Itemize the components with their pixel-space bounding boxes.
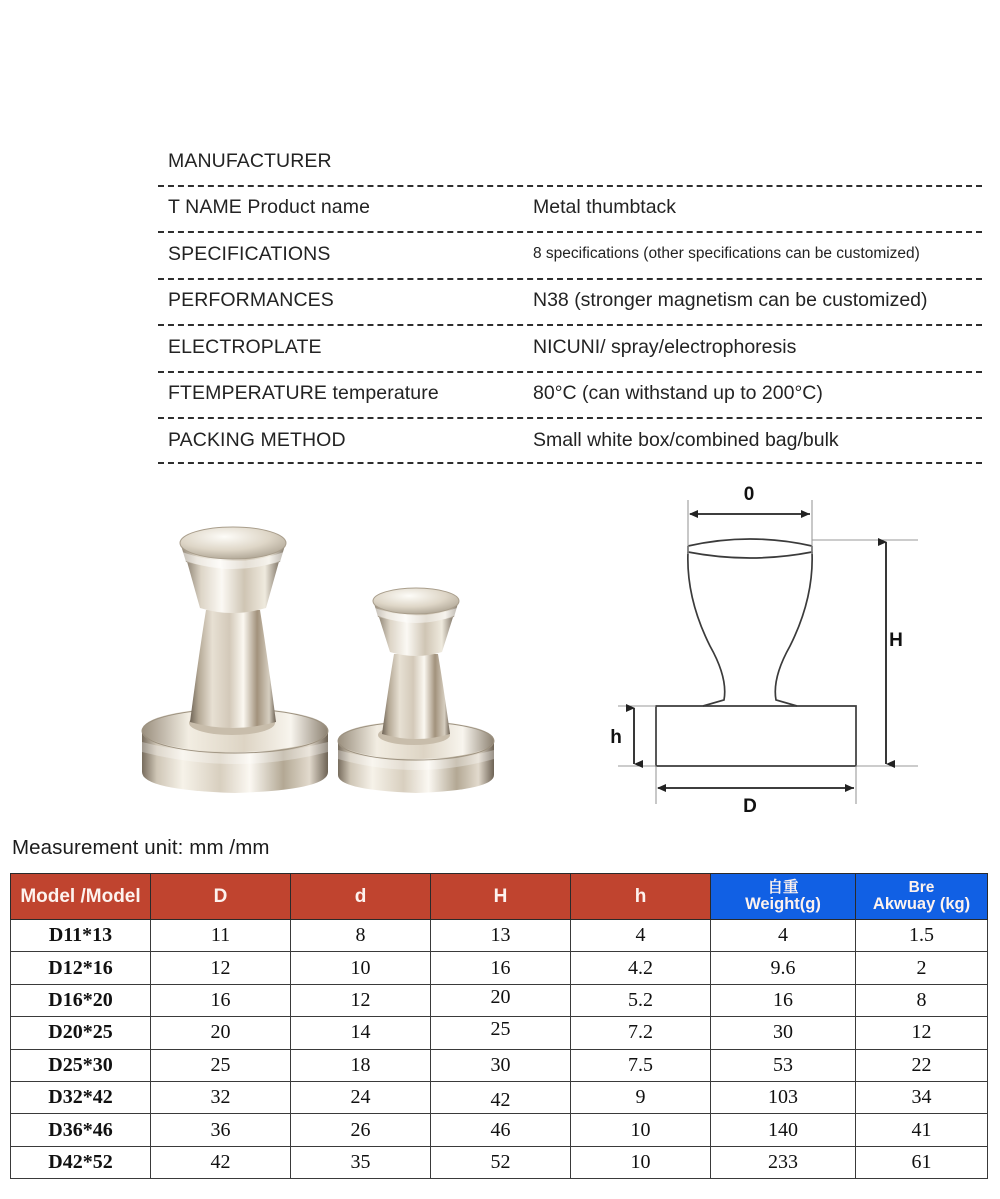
table-cell-akwuay: 1.5 bbox=[856, 920, 988, 952]
spec-value: Small white box/combined bag/bulk bbox=[533, 428, 839, 451]
spec-row-divider bbox=[158, 417, 982, 419]
table-cell-h: 9 bbox=[571, 1081, 711, 1113]
table-header-cell: h bbox=[571, 874, 711, 920]
table-header-cell: H bbox=[431, 874, 571, 920]
table-cell-weight: 30 bbox=[711, 1017, 856, 1049]
table-cell-akwuay: 22 bbox=[856, 1049, 988, 1081]
table-cell-h: 5.2 bbox=[571, 984, 711, 1016]
table-cell-d: 12 bbox=[291, 984, 431, 1016]
table-row bbox=[11, 984, 988, 1016]
table-row bbox=[11, 1114, 988, 1146]
table-cell-D: 12 bbox=[151, 952, 291, 984]
spec-label: PERFORMANCES bbox=[168, 289, 334, 312]
table-cell-model: D36*46 bbox=[11, 1114, 151, 1146]
table-header-cell bbox=[711, 874, 856, 920]
table-header-cell bbox=[856, 874, 988, 920]
table-cell-D: 36 bbox=[151, 1114, 291, 1146]
table-cell-weight: 16 bbox=[711, 984, 856, 1016]
measurement-unit-caption: Measurement unit: mm /mm bbox=[12, 836, 270, 859]
spec-value: NICUNI/ spray/electrophoresis bbox=[533, 335, 797, 358]
table-cell-H: 46 bbox=[431, 1114, 571, 1146]
table-cell-h: 4 bbox=[571, 920, 711, 952]
spec-label: PACKING METHOD bbox=[168, 428, 346, 451]
table-cell-weight: 233 bbox=[711, 1146, 856, 1178]
table-cell-h: 10 bbox=[571, 1146, 711, 1178]
table-header-row bbox=[11, 874, 988, 920]
table-cell-H: 16 bbox=[431, 952, 571, 984]
table-cell-model: D20*25 bbox=[11, 1017, 151, 1049]
table-cell-H: 30 bbox=[431, 1049, 571, 1081]
table-cell-akwuay: 61 bbox=[856, 1146, 988, 1178]
spec-row bbox=[158, 417, 982, 464]
media-area bbox=[0, 478, 1000, 818]
table-cell-model: D42*52 bbox=[11, 1146, 151, 1178]
table-cell-D: 11 bbox=[151, 920, 291, 952]
table-cell-d: 35 bbox=[291, 1146, 431, 1178]
spec-row-divider bbox=[158, 324, 982, 326]
spec-value: N38 (stronger magnetism can be customized) bbox=[533, 289, 928, 312]
spec-value: 8 specifications (other specifications can be customized) bbox=[533, 245, 920, 263]
drawing-label-top: 0 bbox=[743, 484, 755, 505]
table-cell-akwuay: 41 bbox=[856, 1114, 988, 1146]
drawing-label-base-height: h bbox=[610, 727, 622, 748]
table-cell-H: 13 bbox=[431, 920, 571, 952]
table-cell-h: 4.2 bbox=[571, 952, 711, 984]
table-row bbox=[11, 1081, 988, 1113]
table-cell-akwuay: 2 bbox=[856, 952, 988, 984]
spec-label: FTEMPERATURE temperature bbox=[168, 382, 439, 405]
table-cell-model: D16*20 bbox=[11, 984, 151, 1016]
spec-row-divider bbox=[158, 371, 982, 373]
table-header-en: Akwuay (kg) bbox=[872, 894, 971, 913]
table-header-cn: 自重 bbox=[767, 878, 799, 896]
table-cell-d: 18 bbox=[291, 1049, 431, 1081]
table-header-cell: Model /Model bbox=[11, 874, 151, 920]
table-cell-D: 16 bbox=[151, 984, 291, 1016]
drawing-label-base-width: D bbox=[743, 796, 757, 817]
table-cell-H: 42 bbox=[431, 1084, 571, 1116]
table-cell-D: 42 bbox=[151, 1146, 291, 1178]
spec-row bbox=[158, 231, 982, 278]
table-cell-model: D25*30 bbox=[11, 1049, 151, 1081]
table-cell-h: 10 bbox=[571, 1114, 711, 1146]
table-header-cell: D bbox=[151, 874, 291, 920]
spec-value: 80°C (can withstand up to 200°C) bbox=[533, 382, 823, 405]
spec-label: ELECTROPLATE bbox=[168, 335, 322, 358]
table-cell-h: 7.5 bbox=[571, 1049, 711, 1081]
table-cell-d: 24 bbox=[291, 1081, 431, 1113]
table-cell-weight: 4 bbox=[711, 920, 856, 952]
table-cell-H: 52 bbox=[431, 1146, 571, 1178]
spec-row bbox=[158, 185, 982, 232]
spec-row bbox=[158, 324, 982, 371]
spec-label: MANUFACTURER bbox=[168, 149, 332, 172]
spec-row bbox=[158, 371, 982, 418]
table-cell-model: D32*42 bbox=[11, 1081, 151, 1113]
table-header-cell: d bbox=[291, 874, 431, 920]
spec-row-divider bbox=[158, 231, 982, 233]
specification-table bbox=[158, 138, 982, 464]
table-row bbox=[11, 952, 988, 984]
technical-dimension-drawing bbox=[600, 478, 1000, 818]
table-body bbox=[11, 920, 988, 1179]
table-cell-d: 10 bbox=[291, 952, 431, 984]
table-cell-h: 7.2 bbox=[571, 1017, 711, 1049]
table-cell-akwuay: 8 bbox=[856, 984, 988, 1016]
spec-row bbox=[158, 138, 982, 185]
spec-value: Metal thumbtack bbox=[533, 196, 677, 219]
drawing-label-height: H bbox=[889, 630, 903, 651]
table-cell-D: 20 bbox=[151, 1017, 291, 1049]
table-cell-weight: 53 bbox=[711, 1049, 856, 1081]
spec-row bbox=[158, 278, 982, 325]
table-cell-d: 8 bbox=[291, 920, 431, 952]
product-photo bbox=[120, 490, 540, 808]
table-cell-model: D12*16 bbox=[11, 952, 151, 984]
table-row bbox=[11, 1017, 988, 1049]
table-cell-d: 14 bbox=[291, 1017, 431, 1049]
table-cell-D: 25 bbox=[151, 1049, 291, 1081]
table-cell-H: 20 bbox=[431, 981, 571, 1013]
table-cell-weight: 9.6 bbox=[711, 952, 856, 984]
table-cell-D: 32 bbox=[151, 1081, 291, 1113]
table-row bbox=[11, 920, 988, 952]
table-row bbox=[11, 1146, 988, 1178]
spec-table-bottom-divider bbox=[158, 462, 982, 464]
spec-row-divider bbox=[158, 278, 982, 280]
table-row bbox=[11, 1049, 988, 1081]
table-cell-akwuay: 34 bbox=[856, 1081, 988, 1113]
dimension-data-table bbox=[10, 873, 987, 1179]
table-cell-akwuay: 12 bbox=[856, 1017, 988, 1049]
spec-label: SPECIFICATIONS bbox=[168, 242, 331, 265]
spec-label: T NAME Product name bbox=[168, 196, 371, 219]
table-header-cn: Bre bbox=[908, 878, 935, 896]
table-cell-weight: 103 bbox=[711, 1081, 856, 1113]
spec-row-divider bbox=[158, 185, 982, 187]
table-cell-d: 26 bbox=[291, 1114, 431, 1146]
table-cell-H: 25 bbox=[431, 1014, 571, 1046]
table-header-en: Weight(g) bbox=[745, 894, 821, 913]
table-cell-model: D11*13 bbox=[11, 920, 151, 952]
table-cell-weight: 140 bbox=[711, 1114, 856, 1146]
